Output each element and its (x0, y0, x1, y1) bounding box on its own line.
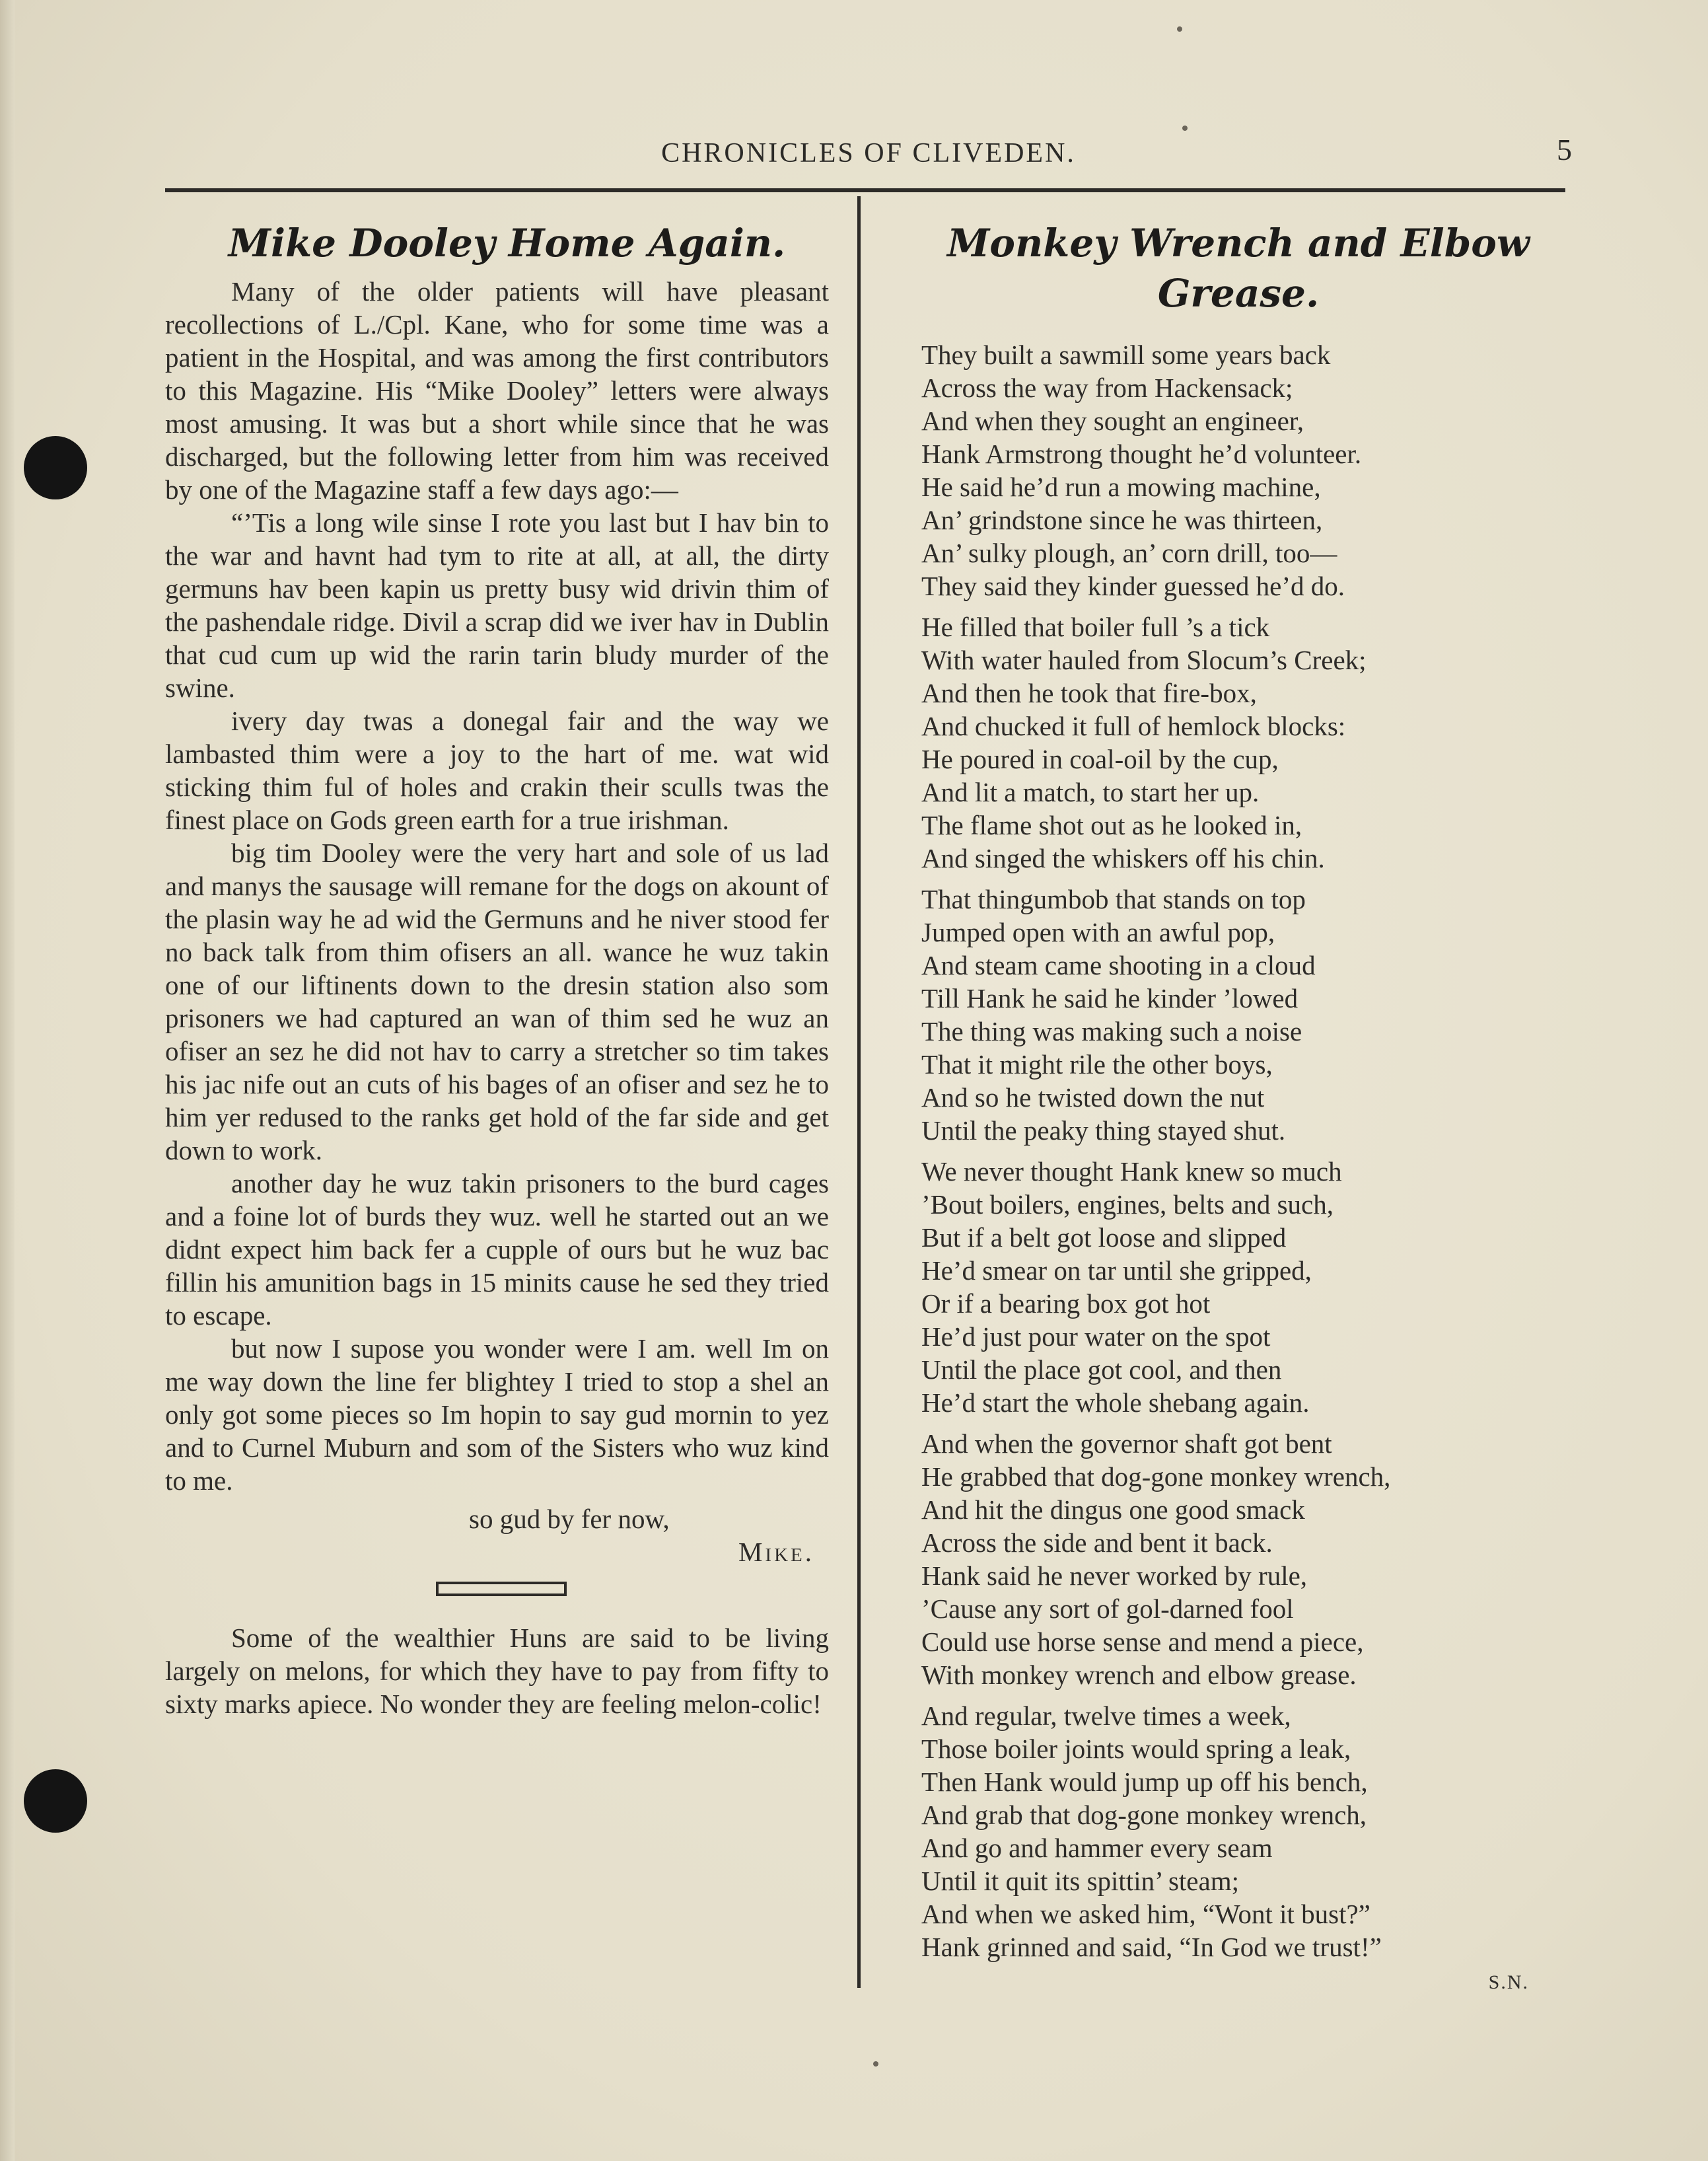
poem-line: Hank Armstrong thought he’d volunteer. (921, 439, 1362, 469)
poem-line: They said they kinder guessed he’d do. (921, 571, 1345, 601)
poem-line: And when we asked him, “Wont it bust?” (921, 1899, 1370, 1929)
poem-stanza (921, 1699, 1555, 1963)
poem-line: And singed the whiskers off his chin. (921, 843, 1325, 873)
poem-line: Then Hank would jump up off his bench, (921, 1767, 1368, 1797)
section-separator (436, 1582, 567, 1596)
poem-line: They built a sawmill some years back (921, 340, 1331, 370)
poem-line: He filled that boiler full ’s a tick (921, 612, 1270, 642)
binding-hole-top (24, 436, 87, 499)
poem-line: But if a belt got loose and slipped (921, 1222, 1287, 1253)
poem-line: He said he’d run a mowing machine, (921, 472, 1321, 502)
poem-line: And regular, twelve times a week, (921, 1701, 1291, 1731)
poem-line: That thingumbob that stands on top (921, 884, 1306, 914)
letter-paragraph: but now I supose you wonder were I am. well Im on me way down the line fer blightey I tried to stop a shel an only got some pieces so Im hopin to say gud mornin to yez and to Curnel Muburn and som of the Sisters who wuz kind to me. (165, 1333, 829, 1496)
poem-line: He’d smear on tar until she gripped, (921, 1255, 1312, 1286)
poem-line: And then he took that fire-box, (921, 678, 1257, 708)
article-headline-mike-dooley: Mike Dooley Home Again. (228, 221, 786, 266)
poem-line: Jumped open with an awful pop, (921, 917, 1275, 947)
poem-line: ’Bout boilers, engines, belts and such, (921, 1189, 1334, 1220)
letter-paragraph: big tim Dooley were the very hart and sole of us lad and manys the sausage will remane for the dogs on akount of the plasin way he ad wid the Germuns and he niver stood fer no back talk from thim ofisers an all. wance he wuz takin one of our liftinents down to the dresin station also som prisoners we had captured an wan of thim sed he wuz an ofiser an sez he did not hav to carry a stretcher so tim takes his jac nife out an cuts of his bages of an ofiser and sez he to him yer redused to the ranks get hold of the far side and get down to work. (165, 838, 829, 1165)
poem-line: And so he twisted down the nut (921, 1082, 1265, 1113)
page-number: 5 (1557, 133, 1572, 166)
article-paragraph: Many of the older patients will have pleasant recollections of L./Cpl. Kane, who for some time was a patient in the Hospital, and was among the first contributors to this Magazine. His “Mike Dooley” letters were always most amusing. It was but a short while since that he was discharged, but the following letter from him was received by one of the Magazine staff a few days ago:— (165, 276, 829, 505)
poem-line: An’ grindstone since he was thirteen, (921, 505, 1323, 535)
poem-line: And when they sought an engineer, (921, 406, 1304, 436)
poem-line: Hank grinned and said, “In God we trust!” (921, 1932, 1382, 1962)
poem-line: And hit the dingus one good smack (921, 1494, 1305, 1525)
poem-line: That it might rile the other boys, (921, 1049, 1273, 1080)
poem-line: Or if a bearing box got hot (921, 1288, 1211, 1319)
column-divider (857, 196, 861, 1988)
poem-line: He’d just pour water on the spot (921, 1321, 1271, 1352)
poem-line: He poured in coal-oil by the cup, (921, 744, 1279, 774)
poem-stanza (921, 883, 1555, 1147)
poem-headline-monkey-wrench: Monkey Wrench and Elbow Grease. (947, 221, 1530, 316)
poem-stanza (921, 610, 1555, 875)
page-edge-shadow (0, 0, 15, 2161)
letter-paragraph: another day he wuz takin prisoners to the burd cages and a foine lot of burds they wuz. well he started out an we didnt expect him back fer a cupple of ours but he wuz bac fillin his amunition bags in 15 minits cause he sed they tried to escape. (165, 1168, 829, 1331)
poem-line: Until it quit its spittin’ steam; (921, 1866, 1239, 1896)
filler-paragraph: Some of the wealthier Huns are said to be living largely on melons, for which they have to pay from fifty to sixty marks apiece. No wonder they are feeling melon-colic! (165, 1623, 829, 1719)
letter-signoff (165, 1502, 829, 1568)
letter-paragraph: ivery day twas a donegal fair and the way we lambasted thim were a joy to the hart of me. wat wid sticking thim ful of holes and crakin their sculls twas the finest place on Gods green earth for a true irishman. (165, 706, 829, 835)
binding-hole-bottom (24, 1769, 87, 1833)
poem-line: Those boiler joints would spring a leak, (921, 1734, 1351, 1764)
paper-speck (873, 2061, 878, 2067)
poem-line: And when the governor shaft got bent (921, 1428, 1332, 1459)
poem-line: ’Cause any sort of gol-darned fool (921, 1593, 1294, 1624)
poem-line: Could use horse sense and mend a piece, (921, 1627, 1364, 1657)
poem-line: Across the way from Hackensack; (921, 373, 1293, 403)
poem-line: The thing was making such a noise (921, 1016, 1302, 1046)
letter-signature: Mike. (738, 1537, 814, 1567)
publication-title: CHRONICLES OF CLIVEDEN. (661, 138, 1076, 168)
poem-line: He’d start the whole shebang again. (921, 1387, 1310, 1418)
header-rule (165, 188, 1565, 192)
poem-line: Until the peaky thing stayed shut. (921, 1115, 1286, 1146)
poem-line: And lit a match, to start her up. (921, 777, 1260, 807)
poem-line: And chucked it full of hemlock blocks: (921, 711, 1346, 741)
poem-line: Across the side and bent it back. (921, 1527, 1273, 1558)
poem-stanza (921, 1427, 1555, 1691)
poem-line: And go and hammer every seam (921, 1833, 1273, 1863)
poem-stanza (921, 338, 1555, 603)
poem-credit: S.N. (1488, 1971, 1529, 1993)
poem-line: And steam came shooting in a cloud (921, 950, 1316, 980)
letter-closing: so gud by fer now, (469, 1504, 670, 1534)
poem-body (921, 338, 1555, 1963)
paper-speck (1177, 26, 1182, 32)
poem-stanza (921, 1155, 1555, 1419)
poem-line: He grabbed that dog-gone monkey wrench, (921, 1461, 1391, 1492)
left-column (165, 218, 829, 1720)
poem-line: The flame shot out as he looked in, (921, 810, 1302, 840)
running-header (165, 132, 1572, 178)
poem-line: An’ sulky plough, an’ corn drill, too— (921, 538, 1337, 568)
poem-line: With monkey wrench and elbow grease. (921, 1660, 1357, 1690)
paper-speck (1182, 126, 1188, 131)
poem-line: Hank said he never worked by rule, (921, 1560, 1308, 1591)
right-column (921, 218, 1555, 1994)
poem-line: With water hauled from Slocum’s Creek; (921, 645, 1367, 675)
poem-line: And grab that dog-gone monkey wrench, (921, 1800, 1367, 1830)
poem-line: We never thought Hank knew so much (921, 1156, 1342, 1187)
poem-line: Till Hank he said he kinder ’lowed (921, 983, 1299, 1013)
letter-paragraph: “’Tis a long wile sinse I rote you last but I hav bin to the war and havnt had tym to rite at all, at all, the dirty germuns hav been kapin us pretty busy wid drivin thim of the pashendale ridge. Divil a scrap did we iver hav in Dublin that cud cum up wid the rarin tarin bludy murder of the swine. (165, 507, 829, 703)
poem-line: Until the place got cool, and then (921, 1354, 1282, 1385)
